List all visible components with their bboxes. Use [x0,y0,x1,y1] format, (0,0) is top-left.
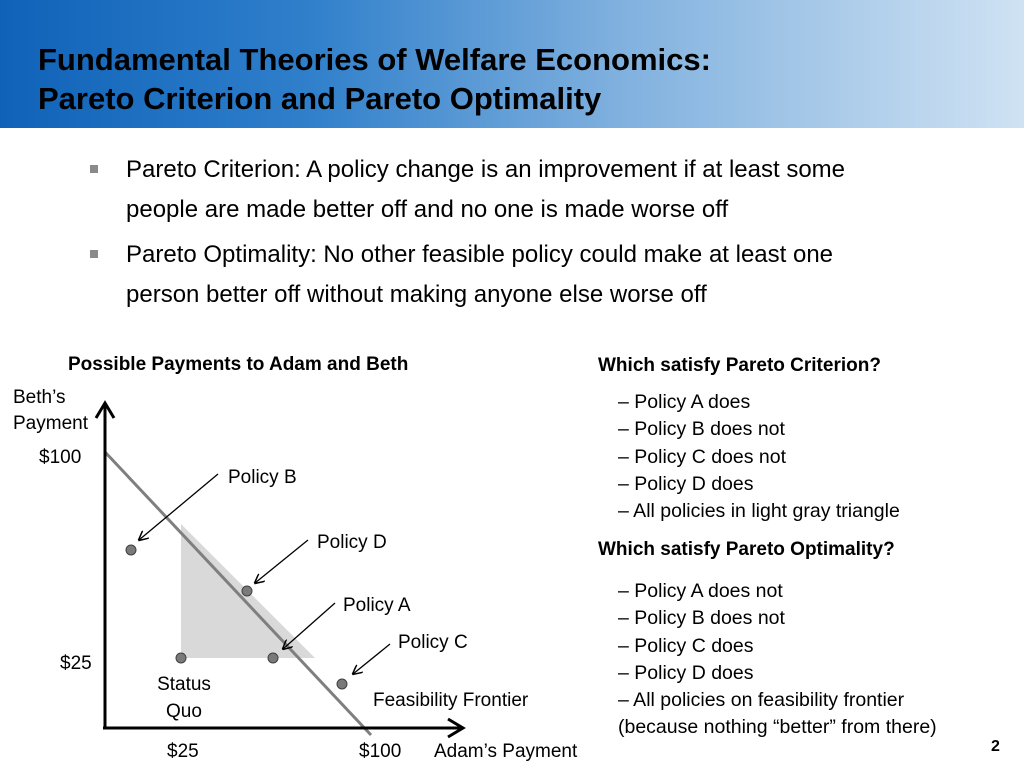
bullet-text-line: person better off without making anyone else worse off [126,281,707,308]
criterion-heading: Which satisfy Pareto Criterion? [598,355,881,376]
policy-c-label: Policy C [398,632,468,653]
optimality-answer-item: – Policy A does not [618,580,783,602]
policy-b-point [126,545,136,555]
y-tick-label-25: $25 [60,653,92,674]
optimality-answer-item: – Policy D does [618,661,754,684]
optimality-answer-item: (because nothing “better” from there) [618,716,937,739]
x-tick-label-25: $25 [167,741,199,762]
bullet-text-line: Pareto Criterion: A policy change is an improvement if at least some [126,156,846,183]
y-axis-label-line: Beth’s [13,387,66,408]
status-quo-label-line: Status [157,674,211,695]
y-axis-label-line: Payment [13,413,88,434]
status-quo-label-line: Quo [166,701,202,722]
optimality-answer-item: – All policies on feasibility frontier [618,689,905,712]
y-tick-label-100: $100 [39,447,82,468]
slide-title-line-1: Fundamental Theories of Welfare Economics: [38,42,711,77]
optimality-answer-list [618,578,937,742]
policy-b-label: Policy B [228,467,297,488]
optimality-heading: Which satisfy Pareto Optimality? [598,539,895,560]
feasibility-frontier-line [105,452,371,735]
policy-d-label: Policy D [317,532,387,553]
y-axis-label [13,385,88,437]
policy-d-pointer-arrow [255,540,308,583]
feasibility-frontier-label: Feasibility Frontier [373,690,529,711]
slide-title-line-2: Pareto Criterion and Pareto Optimality [38,81,602,116]
optimality-answer-item: – Policy B does not [618,607,785,630]
policy-a-label: Policy A [343,595,411,616]
policy-a-point [268,653,278,663]
status-quo-point [176,653,186,663]
criterion-answer-list [618,389,900,525]
criterion-answer-item: – All policies in light gray triangle [618,500,900,523]
page-number: 2 [991,738,1000,755]
optimality-answer-item: – Policy C does [618,634,754,657]
criterion-answer-item: – Policy B does not [618,418,785,441]
criterion-answer-item: – Policy C does not [618,445,787,468]
x-axis-label: Adam’s Payment [434,741,578,762]
criterion-answer-item: – Policy D does [618,472,754,495]
policy-c-pointer-arrow [353,644,390,674]
bullet-text-line: people are made better off and no one is made worse off [126,196,729,223]
policy-a-pointer-arrow [283,603,335,649]
policy-d-point [242,586,252,596]
bullet-text-line: Pareto Optimality: No other feasible policy could make at least one [126,241,834,268]
policy-c-point [337,679,347,689]
criterion-answer-item: – Policy A does [618,391,751,413]
status-quo-label [152,671,216,725]
diagram-title: Possible Payments to Adam and Beth [68,354,409,375]
x-tick-label-100: $100 [359,741,402,762]
